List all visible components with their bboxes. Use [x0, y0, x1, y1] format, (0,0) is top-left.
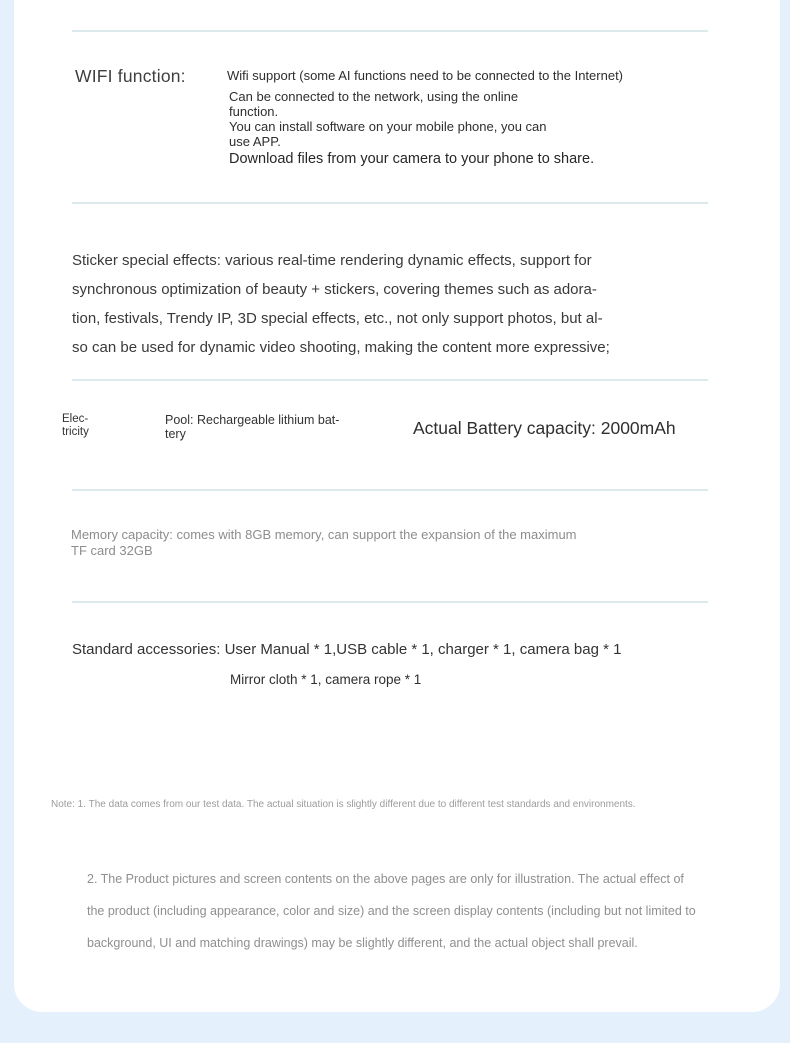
battery-electricity-label — [62, 413, 89, 439]
wifi-detail-line: Can be connected to the network, using the online — [229, 89, 519, 104]
wifi-detail-line: You can install software on your mobile phone, you can — [229, 119, 547, 134]
memory-capacity-text — [71, 527, 671, 559]
battery-electricity-line: tricity — [62, 426, 89, 438]
wifi-detail-line: use APP. — [229, 134, 281, 149]
sticker-effects-line: Sticker special effects: various real-time rendering dynamic effects, support for — [72, 252, 592, 269]
section-divider-memory — [72, 601, 708, 603]
accessories-extra-text: Mirror cloth * 1, camera rope * 1 — [230, 672, 422, 687]
section-divider-wifi — [72, 202, 708, 204]
accessories-text: Standard accessories: User Manual * 1,USB cable * 1, charger * 1, camera bag * 1 — [72, 641, 622, 658]
section-divider-sticker — [72, 379, 708, 381]
battery-electricity-line: Elec- — [62, 413, 89, 425]
disclaimer-note-2-line: the product (including appearance, color and size) and the screen display contents (including but not limited to — [87, 904, 696, 918]
disclaimer-note-2-line: background, UI and matching drawings) may be slightly different, and the actual object shall prevail. — [87, 936, 638, 950]
wifi-function-label: WIFI function: — [75, 66, 186, 86]
battery-type-text — [165, 413, 339, 441]
battery-capacity-text: Actual Battery capacity: 2000mAh — [413, 418, 676, 438]
wifi-detail-text — [229, 89, 569, 149]
sticker-effects-line: tion, festivals, Trendy IP, 3D special effects, etc., not only support photos, but al- — [72, 310, 603, 327]
disclaimer-note-2-line: 2. The Product pictures and screen contents on the above pages are only for illustration. The actual effect of — [87, 872, 684, 886]
disclaimer-note-1: Note: 1. The data comes from our test data. The actual situation is slightly different due to different test standards and environments. — [51, 799, 636, 810]
sticker-effects-paragraph — [72, 246, 697, 362]
memory-capacity-line: Memory capacity: comes with 8GB memory, can support the expansion of the maximum — [71, 527, 577, 542]
memory-capacity-line: TF card 32GB — [71, 543, 153, 558]
section-divider-battery — [72, 489, 708, 491]
battery-type-line: tery — [165, 427, 186, 441]
sticker-effects-line: so can be used for dynamic video shooting, making the content more expressive; — [72, 339, 610, 356]
sticker-effects-line: synchronous optimization of beauty + stickers, covering themes such as adora- — [72, 281, 597, 298]
wifi-support-text: Wifi support (some AI functions need to be connected to the Internet) — [227, 68, 624, 83]
wifi-detail-line: function. — [229, 104, 279, 119]
battery-type-line: Pool: Rechargeable lithium bat- — [165, 413, 340, 427]
wifi-download-text: Download files from your camera to your phone to share. — [229, 151, 595, 167]
section-divider-top — [72, 30, 708, 32]
product-spec-card — [14, 0, 780, 1012]
